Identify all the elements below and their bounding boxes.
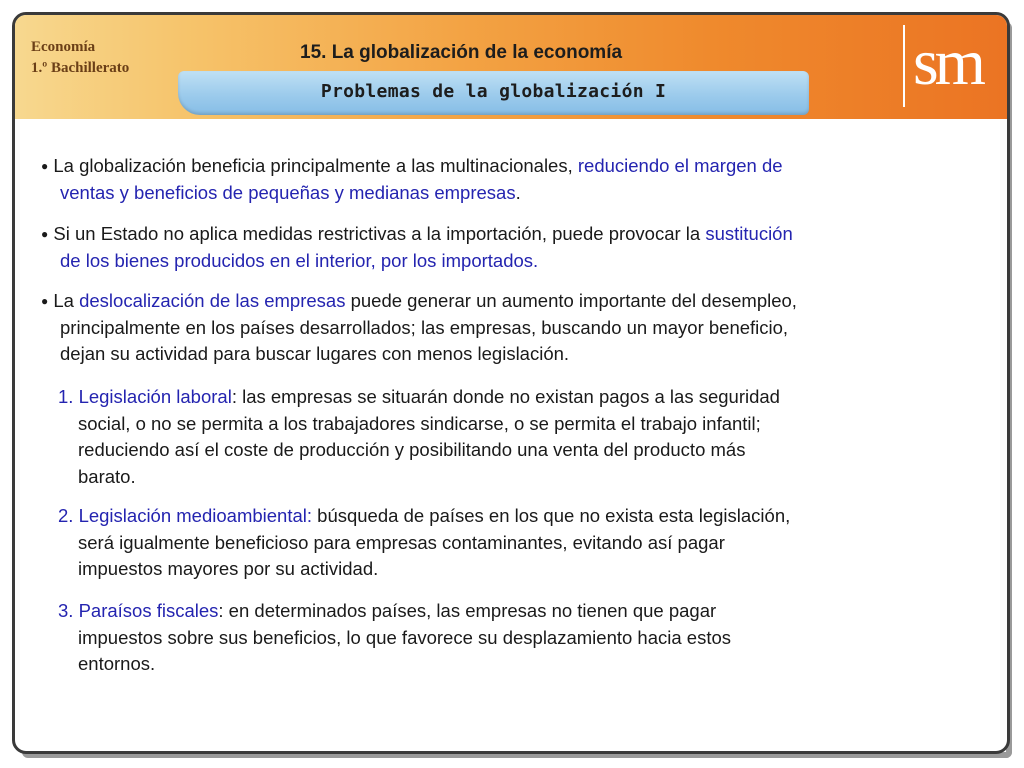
highlight-run: reduciendo el margen de xyxy=(577,155,783,176)
text-run: búsqueda de países en los que no exista esta legislación, xyxy=(312,505,791,526)
bullet-icon: ● xyxy=(41,227,49,241)
text-run: : las empresas se situarán donde no existan pagos a las seguridad xyxy=(231,386,780,407)
text-run: impuestos sobre sus beneficios, lo que favorece su desplazamiento hacia estos xyxy=(78,626,732,648)
text-run: barato. xyxy=(78,465,136,487)
highlight-run: 3. Paraísos fiscales xyxy=(58,600,219,621)
text-run: : en determinados países, las empresas no tienen que pagar xyxy=(218,600,717,621)
text-run: La globalización beneficia principalmente a las multinacionales, xyxy=(53,155,578,176)
slide-subtitle: Problemas de la globalización I xyxy=(320,81,667,102)
numbered-line xyxy=(58,503,790,530)
bullet-paragraph-2 xyxy=(41,221,793,274)
text-run: será igualmente beneficioso para empresas contaminantes, evitando así pagar xyxy=(78,531,725,553)
numbered-item-2 xyxy=(58,503,790,583)
numbered-line xyxy=(58,556,790,583)
text-run: puede generar un aumento importante del desempleo, xyxy=(345,290,797,311)
highlight-run: 2. Legislación medioambiental: xyxy=(58,505,313,526)
highlight-run: 1. Legislación laboral xyxy=(58,386,232,407)
text-run: dejan su actividad para buscar lugares con menos legislación. xyxy=(60,343,570,364)
bullet-paragraph-1 xyxy=(41,153,783,206)
bullet-icon: ● xyxy=(41,294,49,308)
publisher-logo xyxy=(903,25,1005,107)
text-run: entornos. xyxy=(78,653,156,674)
text-run: principalmente en los países desarrollados; las empresas, buscando un mayor beneficio, xyxy=(60,316,789,338)
bullet-line xyxy=(41,248,793,275)
bullet-line xyxy=(41,153,783,180)
numbered-line xyxy=(58,530,790,557)
bullet-paragraph-3 xyxy=(41,288,797,368)
bullet-line xyxy=(41,288,797,315)
bullet-line xyxy=(41,341,797,368)
text-run: impuestos mayores por su actividad. xyxy=(78,558,379,579)
slide-frame xyxy=(12,12,1010,754)
text-run: social, o no se permita a los trabajadores sindicarse, o se permita el trabajo infantil; xyxy=(78,412,761,434)
numbered-line xyxy=(58,411,780,438)
text-run: . xyxy=(515,181,521,203)
numbered-line xyxy=(58,384,780,411)
numbered-line xyxy=(58,625,731,652)
numbered-line xyxy=(58,598,731,625)
text-run: La xyxy=(53,290,80,311)
grade-label: 1.º Bachillerato xyxy=(31,60,130,76)
numbered-line xyxy=(58,464,780,491)
subject-label: Economía xyxy=(31,39,96,55)
highlight-run: de los bienes producidos en el interior, por los importados. xyxy=(60,249,539,271)
unit-title: 15. La globalización de la economía xyxy=(300,42,623,63)
logo-text: sm xyxy=(913,26,983,99)
numbered-line xyxy=(58,437,780,464)
highlight-run: ventas y beneficios de pequeñas y medianas empresas xyxy=(60,181,516,203)
highlight-run: sustitución xyxy=(705,223,793,244)
bullet-line xyxy=(41,315,797,342)
numbered-item-3 xyxy=(58,598,731,678)
bullet-line xyxy=(41,221,793,248)
bullet-line xyxy=(41,180,783,207)
text-run: Si un Estado no aplica medidas restrictivas a la importación, puede provocar la xyxy=(53,223,706,244)
bullet-icon: ● xyxy=(41,159,49,173)
numbered-line xyxy=(58,651,731,678)
course-label xyxy=(31,37,129,79)
highlight-run: deslocalización de las empresas xyxy=(79,290,346,311)
slide-header xyxy=(15,15,1007,119)
numbered-item-1 xyxy=(58,384,780,490)
text-run: reduciendo así el coste de producción y posibilitando una venta del producto más xyxy=(78,439,746,460)
subtitle-banner xyxy=(178,71,809,115)
